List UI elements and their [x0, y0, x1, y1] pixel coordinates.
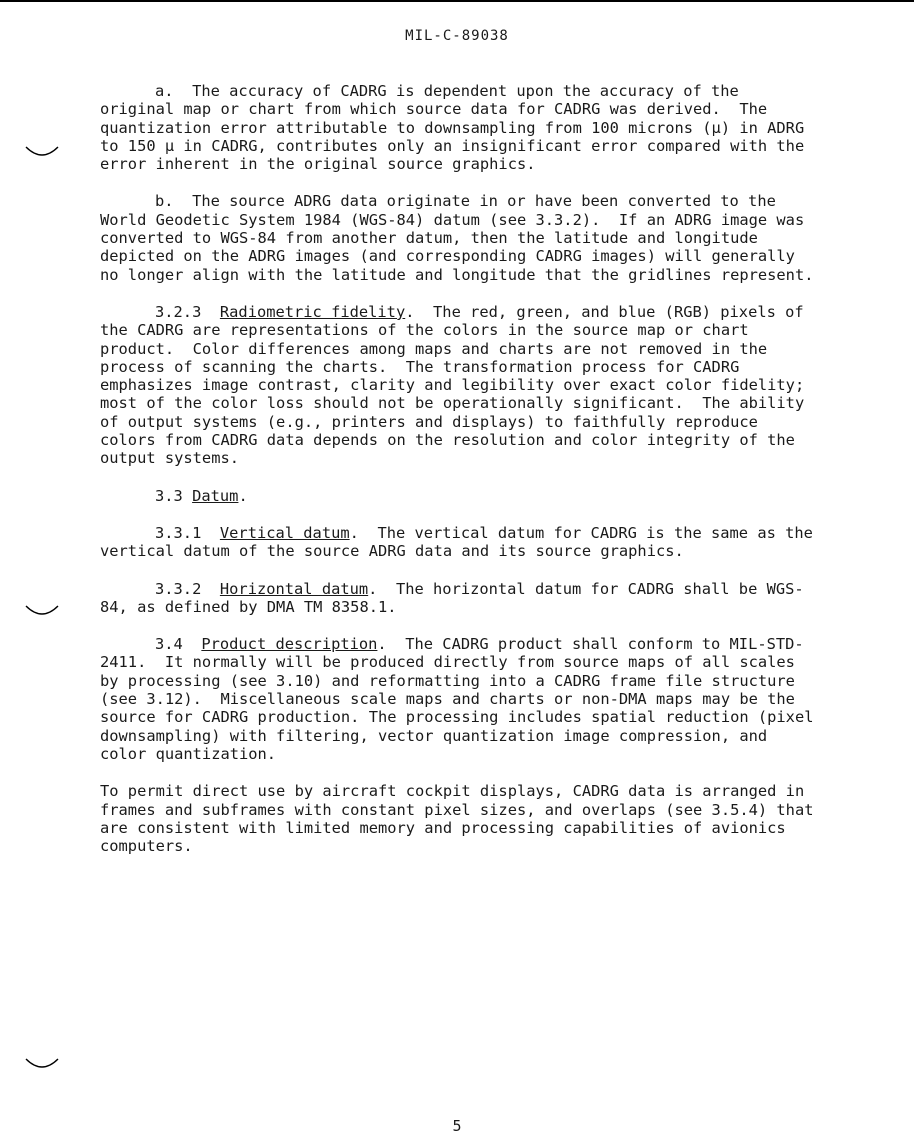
section-number: 3.3.1 — [155, 523, 202, 542]
section-text: The vertical datum for CADRG is the same as the vertical datum of the source ADRG data and its source graphics. — [100, 523, 823, 561]
section-title: Vertical datum — [219, 523, 350, 542]
top-border-line — [0, 0, 914, 2]
paragraph-a — [100, 82, 820, 173]
section-3-2-3: 3.2.3 Radiometric fidelity. The red, green, and blue (RGB) pixels of the CADRG are representations of the colors in the source map or chart product. Color differences among maps and charts are not removed in the process of scanning the charts. The transformation process for CADRG emphasizes image contrast, clarity and legibility over exact color fidelity; most of the color loss should not be operationally significant. The ability of output systems (e.g., printers and displays) to faithfully reproduce colors from CADRG data depends on the resolution and color integrity of the output systems. — [100, 302, 814, 468]
section-number: 3.4 — [155, 635, 183, 654]
section-text: The red, green, and blue (RGB) pixels of the CADRG are representations of the colors in the source map or chart product. Color differences among maps and charts are not removed in the process of scanning the charts. The transformation process for CADRG emphasizes image contrast, clarity and legibility over exact color fidelity; most of the color loss should not be operationally significant. The ability of output systems (e.g., printers and displays) to faithfully reproduce colors from CADRG data depends on the resolution and color integrity of the output systems. — [100, 302, 814, 468]
section-title: Horizontal datum — [219, 579, 369, 598]
section-title: Product description — [201, 635, 378, 654]
punch-mark-icon — [24, 144, 60, 158]
section-3-4: 3.4 Product description. The CADRG product shall conform to MIL-STD-2411. It normally will be produced directly from source maps of all scales by processing (see 3.10) and reformatting into a CADRG frame file structure (see 3.12). Miscellaneous scale maps and charts or non-DMA maps may be the source for CADRG production. The processing includes spatial reduction (pixel downsampling) with filtering, vector quantization image compression, and color quantization. — [100, 635, 823, 763]
section-number: 3.2.3 — [155, 302, 202, 321]
paragraph-text: The accuracy of CADRG is dependent upon the accuracy of the original map or chart from which source data for CADRG was derived. The quantization error attributable to downsampling from 100 microns (µ) in ADRG to 150 µ in CADRG, contributes only an insignificant error compared with the error inherent in the original source graphics. — [100, 82, 814, 174]
document-header: MIL-C-89038 — [405, 28, 509, 44]
page-number: 5 — [452, 1117, 462, 1135]
paragraph-label: a. — [155, 82, 174, 100]
section-3-3-1: 3.3.1 Vertical datum. The vertical datum for CADRG is the same as the vertical datum of the source ADRG data and its source graphics. — [100, 523, 823, 561]
section-text: The horizontal datum for CADRG shall be WGS-84, as defined by DMA TM 8358.1. — [100, 579, 804, 616]
cockpit-paragraph: To permit direct use by aircraft cockpit displays, CADRG data is arranged in frames and subframes with constant pixel sizes, and overlaps (see 3.5.4) that are consistent with limited memory and processing capabilities of avionics computers. — [100, 782, 823, 856]
paragraph-label: b. — [155, 192, 174, 211]
paragraph-text: The source ADRG data originate in or have been converted to the World Geodetic System 1984 (WGS-84) datum (see 3.3.2). If an ADRG image was converted to WGS-84 from another datum, then the latitude and longitude depicted on the ADRG images (and corresponding CADRG images) will generally no longer align with the latitude and longitude that the gridlines represent. — [100, 192, 814, 284]
section-title: Radiometric fidelity — [219, 302, 406, 321]
section-number: 3.3.2 — [155, 579, 202, 598]
section-number: 3.3 — [155, 486, 183, 505]
document-body — [100, 82, 823, 874]
punch-mark-icon — [24, 603, 60, 617]
paragraph-b — [100, 192, 820, 283]
punch-mark-icon — [24, 1056, 60, 1070]
section-3-3-2: 3.3.2 Horizontal datum. The horizontal datum for CADRG shall be WGS-84, as defined by DMA TM 8358.1. — [100, 579, 804, 616]
section-3-3: 3.3 Datum. — [155, 486, 248, 505]
section-text: The CADRG product shall conform to MIL-STD-2411. It normally will be produced directly from source maps of all scales by processing (see 3.10) and reformatting into a CADRG frame file structure (see 3.12). Miscellaneous scale maps and charts or non-DMA maps may be the source for CADRG production. The processing includes spatial reduction (pixel downsampling) with filtering, vector quantization image compression, and color quantization. — [100, 635, 823, 763]
section-title: Datum — [192, 486, 239, 505]
